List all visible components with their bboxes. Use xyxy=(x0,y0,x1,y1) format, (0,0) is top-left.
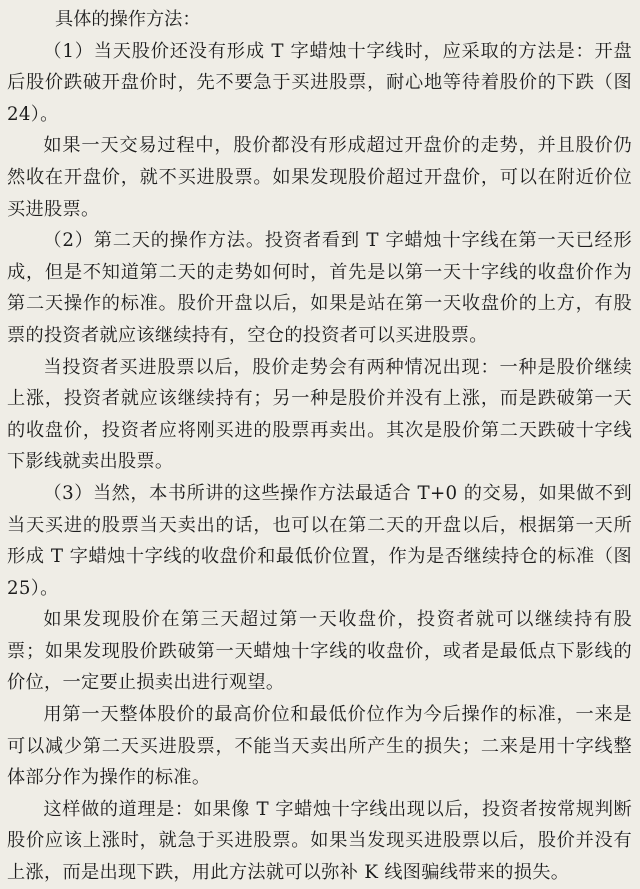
paragraph-method-2: （2）第二天的操作方法。投资者看到 T 字蜡烛十字线在第一天已经形成，但是不知道第二天的走势如何时，首先是以第一天十字线的收盘价作为第二天操作的标准。股价开盘以后，如果是站在第一天收盘价的上方，有股票的投资者就应该继续持有，空仓的投资者可以买进股票。 xyxy=(7,230,632,346)
paragraph-two-scenarios: 当投资者买进股票以后，股价走势会有两种情况出现：一种是股价继续上涨，投资者就应该继续持有；另一种是股价并没有上涨，而是跌破第一天的收盘价，投资者应将刚买进的股票再卖出。其次是股价第二天跌破十字线下影线就卖出股票。 xyxy=(7,356,632,473)
paragraph-reasoning: 这样做的道理是：如果像 T 字蜡烛十字线出现以后，投资者按常规判断股价应该上涨时，就急于买进股票。如果当发现买进股票以后，股价并没有上涨，而是出现下跌，用此方法就可以弥补 K 线图骗线带来的损失。 xyxy=(7,798,632,884)
section-heading: 具体的操作方法： xyxy=(55,9,201,30)
paragraph-method-1: （1）当天股价还没有形成 T 字蜡烛十字线时，应采取的方法是：开盘后股价跌破开盘价时，先不要急于买进股票，耐心地等待着股价的下跌（图 24）。 xyxy=(7,40,632,125)
paragraph-method-3: （3）当然，本书所讲的这些操作方法最适合 T+0 的交易，如果做不到当天买进的股票当天卖出的话，也可以在第二天的开盘以后，根据第一天所形成 T 字蜡烛十字线的收盘价和最低价位置，作为是否继续持仓的标准（图 25）。 xyxy=(7,482,632,599)
paragraph-no-buy-condition: 如果一天交易过程中，股价都没有形成超过开盘价的走势，并且股价仍然收在开盘价，就不买进股票。如果发现股价超过开盘价，可以在附近价位买进股票。 xyxy=(7,135,632,220)
paragraph-standard: 用第一天整体股价的最高价位和最低价位作为今后操作的标准，一来是可以减少第二天买进股票，不能当天卖出所产生的损失；二来是用十字线整体部分作为操作的标准。 xyxy=(7,704,632,789)
paragraph-day-three: 如果发现股价在第三天超过第一天收盘价，投资者就可以继续持有股票；如果发现股价跌破第一天蜡烛十字线的收盘价，或者是最低点下影线的价位，一定要止损卖出进行观望。 xyxy=(7,609,632,694)
